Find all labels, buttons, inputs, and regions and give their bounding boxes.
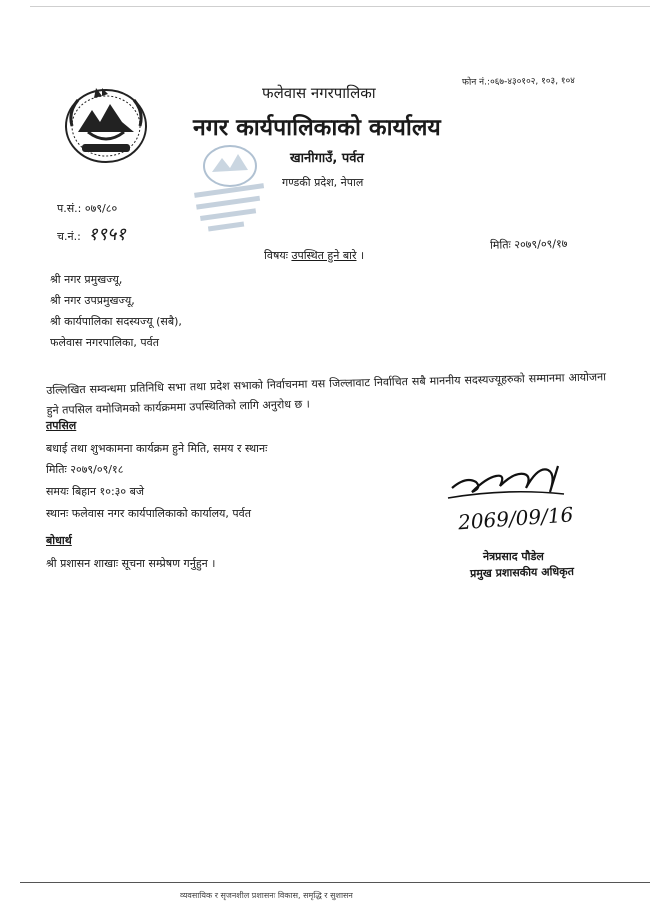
- reference-value: ०७९/८०: [84, 202, 118, 215]
- subject-end: ।: [360, 249, 365, 262]
- reference-label: प.सं.:: [57, 202, 82, 215]
- date-value: २०७९/०९/१७: [514, 237, 568, 252]
- details-line: बधाई तथा शुभकामना कार्यक्रम हुने मिति, समय र स्थानः: [46, 442, 268, 455]
- office-stamp-icon: [186, 142, 272, 238]
- dispatch-label: च.नं.:: [57, 230, 81, 243]
- signature-date: 2069/09/16: [457, 502, 575, 535]
- address-line-2: गण्डकी प्रदेश, नेपाल: [282, 176, 364, 189]
- footer-slogan: व्यवसायिक र सृजनशील प्रशासनः विकास, समृद्धि र सुशासन: [180, 891, 353, 900]
- recipient-line: श्री नगर उपप्रमुखज्यू,: [50, 294, 135, 307]
- details-line: मितिः २०७९/०९/१८: [46, 463, 124, 476]
- nepal-emblem-icon: [58, 82, 154, 166]
- details-heading: तपसिल: [46, 419, 77, 432]
- subject-line: [264, 248, 364, 263]
- details-line: समयः बिहान १०:३० बजे: [46, 485, 145, 498]
- scan-edge-top: [30, 6, 650, 7]
- signatory-title: प्रमुख प्रशासकीय अधिकृत: [469, 564, 575, 581]
- date-label: मितिः: [489, 238, 511, 252]
- cc-line: श्री प्रशासन शाखाः सूचना सम्प्रेषण गर्नुहुन ।: [46, 557, 216, 570]
- subject-text: उपस्थित हुने बारे: [291, 249, 357, 262]
- subject-label: विषयः: [264, 249, 288, 262]
- office-title: नगर कार्यपालिकाको कार्यालय: [193, 115, 441, 141]
- letter-date: [490, 236, 568, 253]
- details-line: स्थानः फलेवास नगर कार्यपालिकाको कार्यालय, पर्वत: [46, 507, 252, 520]
- footer-divider: [20, 882, 650, 883]
- phone-number: फोन नं.:०६७-४३०१०२, १०३, १०४: [461, 76, 575, 88]
- reference-number: [57, 201, 117, 216]
- recipient-line: श्री कार्यपालिका सदस्यज्यू (सबै),: [50, 315, 182, 328]
- signatory-name: नेत्रप्रसाद पौडेल: [483, 550, 544, 563]
- recipient-line: श्री नगर प्रमुखज्यू,: [50, 273, 123, 286]
- recipient-line: फलेवास नगरपालिका, पर्वत: [50, 336, 159, 349]
- cc-heading: बोधार्थ: [46, 534, 72, 547]
- signature-icon: [446, 458, 586, 542]
- dispatch-number: [57, 222, 126, 246]
- dispatch-value: १९५१: [88, 224, 126, 245]
- municipality-name: फलेवास नगरपालिका: [262, 84, 376, 102]
- letter-body: उल्लिखित सम्वन्धमा प्रतिनिधि सभा तथा प्रदेश सभाको निर्वाचनमा यस जिल्लावाट निर्वाचित सबै माननीय सदस्यज्यूहरुको सम्मानमा आयोजना हुने तपसिल वमोजिमको कार्यक्रममा उपस्थितिको लागि अनुरोध छ ।: [46, 370, 607, 417]
- address-line-1: खानीगाउँ, पर्वत: [290, 151, 364, 166]
